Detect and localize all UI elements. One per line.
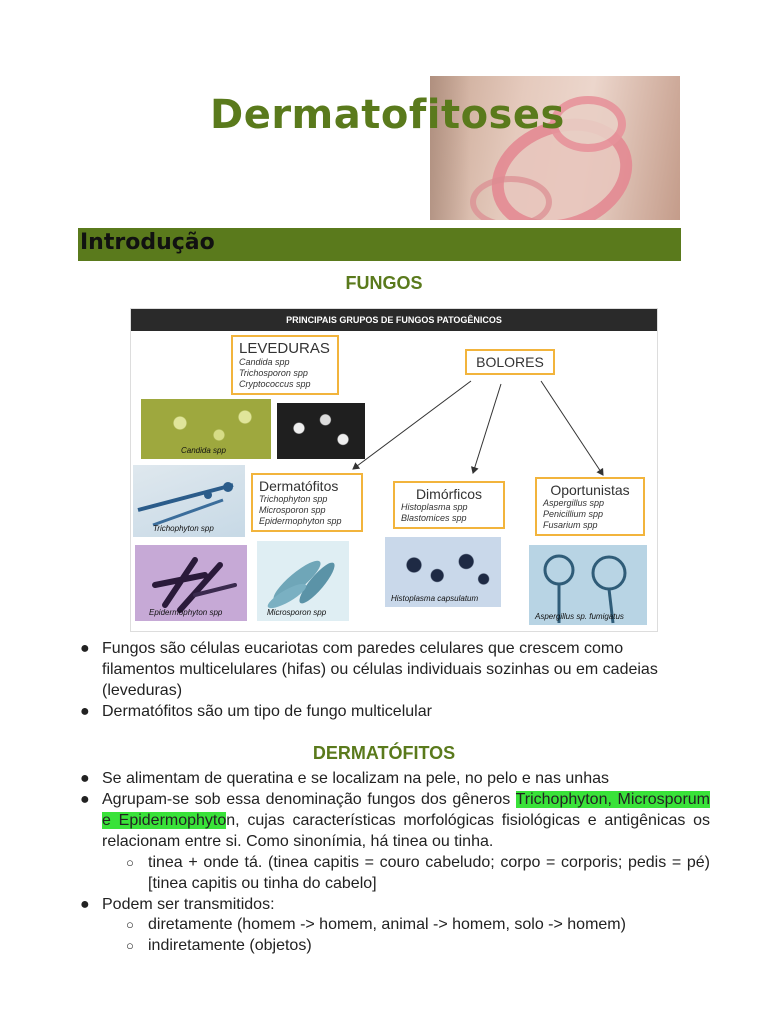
list-item xyxy=(80,701,682,722)
cryptococcus-photo xyxy=(277,403,365,459)
oportunistas-item: Penicillium spp xyxy=(543,509,604,519)
dermatofitos-heading: DERMATÓFITOS xyxy=(312,743,456,763)
histoplasma-caption: Histoplasma capsulatum xyxy=(391,594,479,603)
bullet-icon: ● xyxy=(80,770,90,787)
microsporon-photo xyxy=(257,541,349,621)
bullet-icon: ● xyxy=(80,640,90,657)
oportunistas-item: Aspergillus spp xyxy=(543,498,605,508)
leveduras-item: Cryptococcus spp xyxy=(239,379,311,389)
bullet-icon: ● xyxy=(80,703,90,720)
bullet-text: Fungos são células eucariotas com paredes celulares que crescem como filamentos multicelulares (hifas) ou células individuais sozinhas ou em cadeias (leveduras) xyxy=(102,640,658,699)
dimorficos-item: Histoplasma spp xyxy=(401,502,468,512)
page-title: Dermatofitoses xyxy=(210,92,565,138)
oportunistas-label: Oportunistas xyxy=(550,482,630,498)
sub-bullet-text: diretamente (homem -> homem, animal -> homem, solo -> homem) xyxy=(148,916,626,933)
list-item xyxy=(80,768,710,789)
sub-bullet-text: indiretamente (objetos) xyxy=(148,937,312,954)
fungos-heading: FUNGOS xyxy=(345,273,423,293)
bullet-text: Podem ser transmitidos: xyxy=(102,896,275,913)
list-item xyxy=(80,894,710,915)
section-title: Introdução xyxy=(80,230,215,255)
list-item xyxy=(80,789,711,852)
list-item xyxy=(126,935,710,956)
section-header-introducao xyxy=(78,228,681,261)
leveduras-label: LEVEDURAS xyxy=(239,340,330,357)
sub-bullet-text: tinea + onde tá. (tinea capitis = couro cabeludo; corpo = corporis; pedis = pé) [tinea capitis ou tinha do cabelo] xyxy=(148,854,710,892)
list-item xyxy=(126,852,710,894)
epidermophyton-photo xyxy=(135,545,247,621)
candida-caption: Candida spp xyxy=(181,446,226,455)
leveduras-item: Trichosporon spp xyxy=(239,368,308,378)
dermatofitos-item: Epidermophyton spp xyxy=(259,516,342,526)
bullet-text: Se alimentam de queratina e se localizam na pele, no pelo e nas unhas xyxy=(102,770,609,787)
leveduras-box xyxy=(231,335,339,395)
histoplasma-photo xyxy=(385,537,501,607)
figure-title: PRINCIPAIS GRUPOS DE FUNGOS PATOGÊNICOS xyxy=(131,309,657,331)
highlighted-genera: Trichophyton, Microsporum e Epidermophyto xyxy=(102,791,711,829)
dimorficos-box xyxy=(393,481,505,529)
bullet-text: Agrupam-se sob essa denominação fungos dos gêneros xyxy=(102,791,516,808)
aspergillus-caption: Aspergillus sp. fumigatus xyxy=(535,612,624,621)
bullet-icon: ● xyxy=(80,896,90,913)
dimorficos-item: Blastomices spp xyxy=(401,513,467,523)
bullet-icon: ● xyxy=(80,791,90,808)
dermatofitos-item: Trichophyton spp xyxy=(259,494,328,504)
fungi-groups-figure xyxy=(130,308,658,632)
trichophyton-photo xyxy=(133,465,245,537)
bullet-text: Dermatófitos são um tipo de fungo multicelular xyxy=(102,703,432,720)
oportunistas-box xyxy=(535,477,645,536)
trichophyton-caption: Trichophyton spp xyxy=(153,524,214,533)
dimorficos-label: Dimórficos xyxy=(415,486,483,502)
bullet-text: n, cujas características morfológicas fisiológicas e antigênicas os relacionam entre si. Como sinonímia, há tinea ou tinha. xyxy=(102,812,710,850)
bolores-box xyxy=(465,349,555,375)
list-item xyxy=(80,638,682,701)
list-item xyxy=(126,914,710,935)
microsporon-caption: Microsporon spp xyxy=(267,608,327,617)
sub-bullet-icon: ○ xyxy=(126,855,134,870)
dermatofitos-label: Dermatófitos xyxy=(259,478,339,494)
aspergillus-photo xyxy=(529,545,647,625)
sub-bullet-icon: ○ xyxy=(126,917,134,932)
leveduras-item: Candida spp xyxy=(239,357,290,367)
bolores-label: BOLORES xyxy=(476,354,544,370)
sub-bullet-icon: ○ xyxy=(126,938,134,953)
dermatofitos-box xyxy=(251,473,363,532)
oportunistas-item: Fusarium spp xyxy=(543,520,598,530)
dermatofitos-item: Microsporon spp xyxy=(259,505,326,515)
epidermophyton-caption: Epidermophyton spp xyxy=(149,608,223,617)
candida-photo xyxy=(141,399,271,459)
